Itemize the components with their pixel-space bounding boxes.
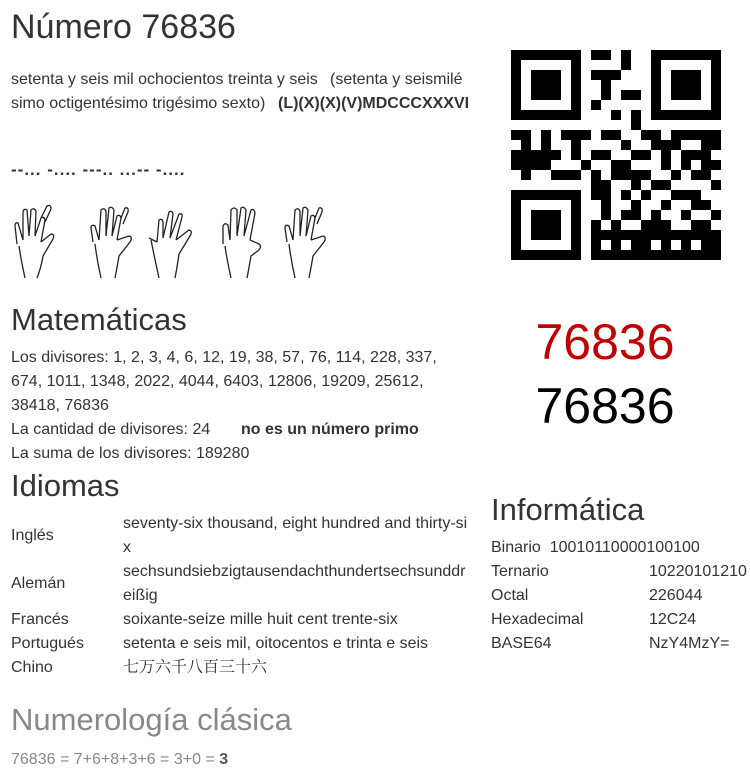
number-black-text: 76836 [535, 378, 675, 434]
ternary-row [491, 560, 749, 584]
language-row-chinese [11, 656, 471, 680]
numerology-heading: Numerología clásica [11, 702, 292, 737]
morse-code: --... -.... ---.. ...-- -.... [11, 160, 186, 179]
octal-row [491, 584, 749, 608]
six-fingers-icon-2 [281, 204, 333, 280]
info-value: 12C24 [649, 611, 697, 628]
language-row-french [11, 608, 471, 632]
roman-numeral: (L)(X)(X)(V)MDCCCXXXVI [278, 95, 470, 112]
qr-code [511, 50, 721, 260]
computing-heading: Informática [491, 492, 645, 527]
language-name: Inglés [11, 527, 54, 544]
number-black-display [490, 376, 720, 436]
page-title: Número 76836 [11, 8, 236, 46]
sign-language-hands [11, 204, 331, 284]
language-value: 七万六千八百三十六 [123, 659, 268, 676]
language-row-portuguese [11, 632, 471, 656]
prime-status: no es un número primo [241, 421, 419, 438]
spelled-number: setenta y seis mil ochocientos treinta y seis [11, 71, 318, 88]
language-value: soixante-seize mille huit cent trente-six [123, 611, 398, 628]
divisors-line-2: 674, 1011, 1348, 2022, 4044, 6403, 12806, 19209, 25612, [11, 373, 424, 390]
info-label: Octal [491, 587, 529, 604]
language-row-german [11, 560, 471, 608]
ordinal-part1: (setenta y seismilé [330, 71, 463, 88]
info-label: Ternario [491, 563, 549, 580]
info-label: Hexadecimal [491, 611, 584, 628]
language-name: Francés [11, 611, 69, 628]
languages-heading: Idiomas [11, 468, 120, 503]
binary-label: Binario [491, 539, 541, 556]
language-value: seventy-six thousand, eight hundred and thirty-six [123, 515, 468, 556]
divisor-sum: La suma de los divisores: 189280 [11, 445, 250, 462]
base64-row [491, 632, 749, 656]
language-name: Portugués [11, 635, 84, 652]
three-fingers-icon [217, 204, 269, 280]
binary-row [491, 536, 700, 560]
seven-fingers-icon [11, 204, 63, 280]
numerology-result: 3 [219, 751, 229, 768]
language-name: Chino [11, 659, 53, 676]
divisors-line-3: 38418, 76836 [11, 397, 109, 414]
number-red-display [490, 312, 720, 372]
binary-value: 10010110000100100 [549, 539, 700, 556]
info-value: NzY4MzY= [649, 635, 730, 652]
info-value: 226044 [649, 587, 703, 604]
numerology-formula [11, 748, 228, 772]
six-fingers-icon [87, 204, 139, 280]
language-value: sechsundsiebzigtausendachthundertsechsunddreißig [123, 563, 466, 604]
divisors-line-1: Los divisores: 1, 2, 3, 4, 6, 12, 19, 38, 57, 76, 114, 228, 337, [11, 349, 437, 366]
number-red-text: 76836 [535, 314, 675, 370]
language-name: Alemán [11, 575, 66, 592]
math-heading: Matemáticas [11, 302, 187, 337]
eight-fingers-icon [145, 204, 197, 280]
hex-row [491, 608, 749, 632]
ordinal-part2: simo octigentésimo trigésimo sexto) [11, 95, 266, 112]
info-label: BASE64 [491, 635, 552, 652]
language-row-english [11, 512, 471, 560]
info-value: 10220101210 [649, 563, 747, 580]
numerology-expression: 76836 = 7+6+8+3+6 = 3+0 = [11, 751, 220, 768]
language-value: setenta e seis mil, oitocentos e trinta e seis [123, 635, 429, 652]
divisor-count: La cantidad de divisores: 24 [11, 421, 211, 438]
